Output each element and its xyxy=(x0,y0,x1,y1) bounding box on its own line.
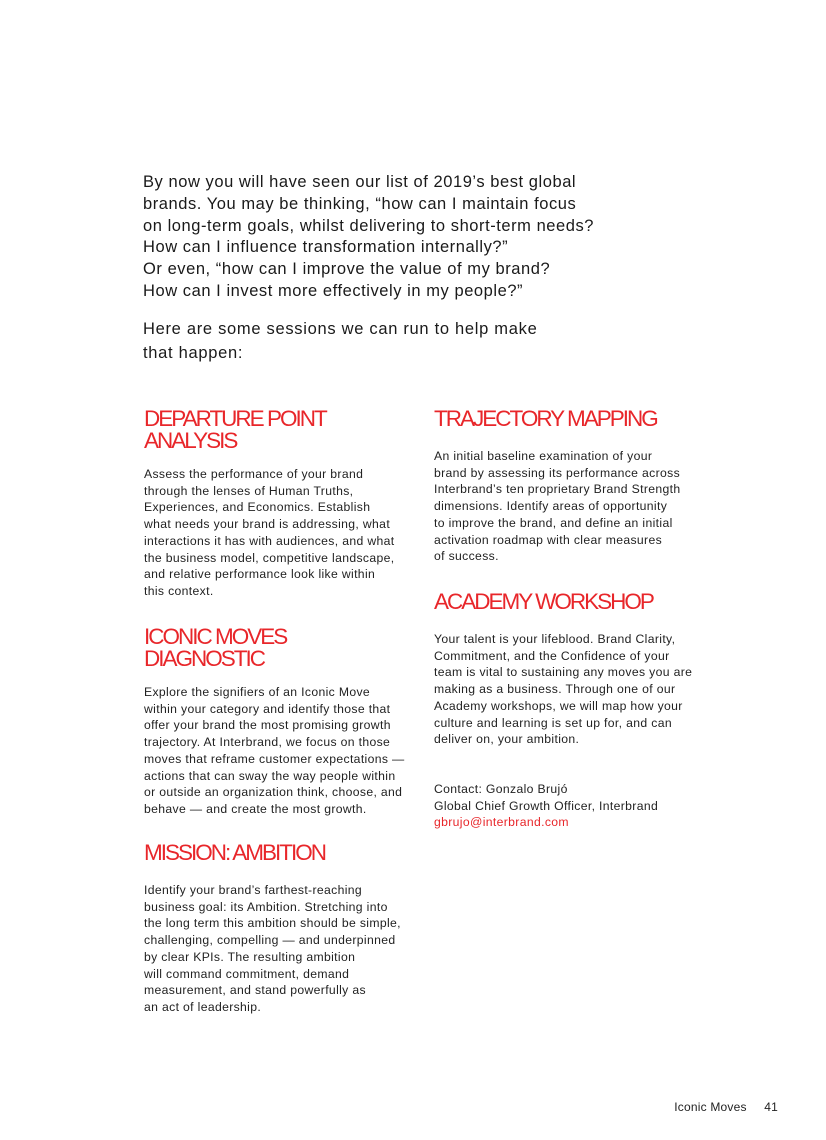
section-body: Assess the performance of your brand through the lenses of Human Truths, Experiences, and Economics. Establish what needs your brand is addressing, what interactions it has with audiences, and what the business model, competitive landscape, and relative performance look like within this context. xyxy=(144,467,395,598)
section-academy-workshop xyxy=(434,591,724,748)
contact-name: Contact: Gonzalo Brujó xyxy=(434,782,568,796)
section-heading: DEPARTURE POINT ANALYSIS xyxy=(144,406,326,453)
footer-label: Iconic Moves xyxy=(674,1100,747,1114)
sessions-lead-in xyxy=(143,317,703,365)
intro-line: By now you will have seen our list of 2019’s best global xyxy=(143,173,577,191)
section-body: Your talent is your lifeblood. Brand Clarity, Commitment, and the Confidence of your team is vital to sustaining any moves you are making as a business. Through one of our Academy workshops, we will map how your culture and learning is set up for, and can deliver on, your ambition. xyxy=(434,632,693,747)
section-heading: ACADEMY WORKSHOP xyxy=(434,589,653,614)
section-body: An initial baseline examination of your brand by assessing its performance across Interbrand’s ten proprietary Brand Strength dimensions. Identify areas of opportunity to improve the brand, and define an initial activation roadmap with clear measures of success. xyxy=(434,449,681,564)
section-departure-point-analysis xyxy=(144,408,434,600)
page-footer xyxy=(674,1100,778,1114)
section-mission-ambition xyxy=(144,842,434,1016)
section-heading: TRAJECTORY MAPPING xyxy=(434,406,657,431)
section-trajectory-mapping xyxy=(434,408,724,565)
intro-line: Or even, “how can I improve the value of my brand? xyxy=(143,260,551,279)
section-heading: ICONIC MOVES DIAGNOSTIC xyxy=(144,624,287,671)
intro-line: How can I influence transformation internally?” xyxy=(143,238,509,257)
page-number: 41 xyxy=(764,1100,778,1114)
intro-paragraph xyxy=(143,172,703,303)
intro-line: on long-term goals, whilst delivering to short-term needs? xyxy=(143,216,595,235)
contact-title: Global Chief Growth Officer, Interbrand xyxy=(434,798,659,813)
lead-in-line: Here are some sessions we can run to help make xyxy=(143,320,538,338)
section-iconic-moves-diagnostic xyxy=(144,626,434,818)
contact-block xyxy=(434,781,658,831)
intro-line: How can I invest more effectively in my people?” xyxy=(143,281,524,300)
contact-email-link[interactable]: gbrujo@interbrand.com xyxy=(434,815,569,829)
lead-in-line: that happen: xyxy=(143,344,244,362)
section-body: Identify your brand’s farthest-reaching business goal: its Ambition. Stretching into the long term this ambition should be simple, challenging, compelling — and underpinned by clear KPIs. The resulting ambition will command commitment, demand measurement, and stand powerfully as an act of leadership. xyxy=(144,883,401,1014)
intro-line: brands. You may be thinking, “how can I maintain focus xyxy=(143,194,577,213)
section-body: Explore the signifiers of an Iconic Move within your category and identify those that offer your brand the most promising growth trajectory. At Interbrand, we focus on those moves that reframe customer expectations — actions that can sway the way people within or outside an organization think, choose, and behave — and create the most growth. xyxy=(144,685,405,816)
section-heading: MISSION: AMBITION xyxy=(144,840,326,865)
